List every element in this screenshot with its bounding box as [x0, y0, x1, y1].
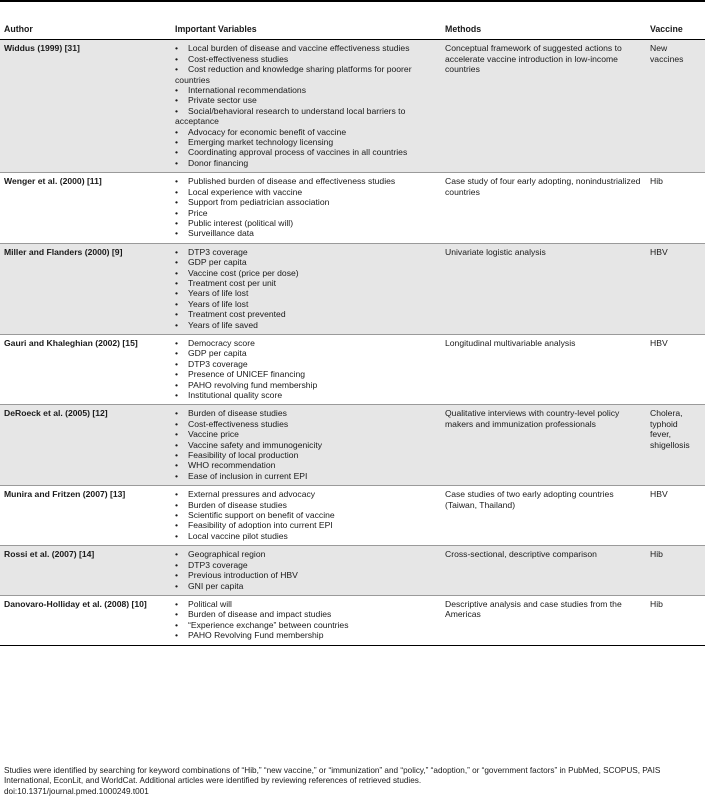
bullet-icon: • — [175, 580, 179, 591]
list-item — [175, 450, 437, 460]
bullet-icon: • — [175, 176, 179, 187]
variable-text: Institutional quality score — [188, 390, 283, 400]
list-item — [175, 348, 437, 358]
variables-cell — [171, 595, 441, 645]
variables-list — [175, 176, 437, 238]
list-item — [175, 127, 437, 137]
list-item — [175, 531, 437, 541]
list-item — [175, 64, 437, 85]
list-item — [175, 158, 437, 168]
bullet-icon: • — [175, 348, 179, 359]
bullet-icon: • — [175, 309, 179, 320]
variable-text: Support from pediatrician association — [188, 197, 330, 208]
list-item — [175, 609, 437, 619]
variable-text: GDP per capita — [188, 348, 247, 359]
list-item — [175, 408, 437, 418]
list-item — [175, 137, 437, 147]
variable-text: PAHO Revolving Fund membership — [188, 630, 324, 641]
list-item — [175, 197, 437, 207]
variable-text: Political will — [188, 598, 232, 609]
list-item — [175, 570, 437, 580]
variable-text: Years of life lost — [188, 298, 249, 309]
list-item — [175, 147, 437, 157]
author-cell: Miller and Flanders (2000) [9] — [0, 243, 171, 334]
variable-text: DTP3 coverage — [188, 559, 248, 570]
bullet-icon: • — [175, 277, 179, 288]
bullet-icon: • — [175, 319, 179, 330]
list-item — [175, 278, 437, 288]
list-item — [175, 247, 437, 257]
bullet-icon: • — [175, 450, 179, 461]
bullet-icon: • — [175, 298, 179, 309]
table-row — [0, 546, 705, 596]
variable-text: Price — [188, 207, 208, 218]
bullet-icon: • — [175, 337, 179, 348]
list-item — [175, 429, 437, 439]
variable-text: Published burden of disease and effectiveness studies — [188, 176, 396, 187]
variable-text: PAHO revolving fund membership — [188, 379, 318, 390]
variable-text: Surveillance data — [188, 228, 254, 239]
list-item — [175, 489, 437, 499]
vaccine-cell: HBV — [650, 337, 668, 348]
list-item — [175, 560, 437, 570]
variable-text: Previous introduction of HBV — [188, 570, 298, 581]
bullet-icon: • — [175, 489, 179, 500]
bullet-icon: • — [175, 228, 179, 239]
variables-cell — [171, 405, 441, 486]
list-item — [175, 43, 437, 53]
methods-cell: Cross-sectional, descriptive comparison — [441, 546, 646, 596]
bullet-icon: • — [175, 186, 179, 197]
author-cell: Widdus (1999) [31] — [0, 40, 171, 173]
bullet-icon: • — [175, 267, 179, 278]
list-item — [175, 359, 437, 369]
table-row — [0, 595, 705, 645]
column-header-methods: Methods — [441, 20, 646, 40]
bullet-icon: • — [175, 369, 179, 380]
variable-text: Burden of disease and impact studies — [188, 609, 332, 620]
variable-text: Scientific support on benefit of vaccine — [188, 510, 335, 521]
author-cell: Munira and Fritzen (2007) [13] — [4, 489, 126, 500]
list-item — [175, 599, 437, 609]
variable-text: Presence of UNICEF financing — [188, 369, 306, 380]
variables-list — [175, 43, 437, 168]
vaccine-cell: Cholera, typhoid fever, shigellosis — [646, 405, 705, 486]
variable-text: Local vaccine pilot studies — [188, 530, 288, 541]
list-item — [175, 268, 437, 278]
bullet-icon: • — [175, 429, 179, 440]
variable-text: Years of life lost — [188, 288, 249, 299]
bullet-icon: • — [175, 257, 179, 268]
list-item — [175, 106, 437, 127]
variables-cell — [171, 243, 441, 334]
footnote-text: Studies were identified by searching for keyword combinations of “Hib,” “new vaccine,” or “immunization” and “policy,” “adoption,” or “government factors” in PubMed, SCOPUS, PAIS International, EconLit, and WorldCat. Additional articles were identified by reviewing references of retrieved studies. — [4, 766, 661, 786]
bullet-icon: • — [175, 207, 179, 218]
bullet-icon: • — [175, 64, 179, 75]
variable-text: Years of life saved — [188, 319, 258, 330]
variable-text: Vaccine price — [188, 429, 239, 440]
variable-text: Social/behavioral research to understand local barriers to acceptance — [175, 105, 406, 127]
list-item — [175, 471, 437, 481]
studies-table — [0, 20, 705, 646]
list-item — [175, 549, 437, 559]
list-item — [175, 380, 437, 390]
list-item — [175, 581, 437, 591]
variable-text: GDP per capita — [188, 257, 247, 268]
variables-list — [175, 549, 437, 591]
table-footnote — [4, 766, 702, 797]
list-item — [175, 309, 437, 319]
bullet-icon: • — [175, 619, 179, 630]
list-item — [175, 630, 437, 640]
variable-text: GNI per capita — [188, 580, 244, 591]
variable-text: Burden of disease studies — [188, 499, 287, 510]
variable-text: Private sector use — [188, 95, 257, 106]
bullet-icon: • — [175, 630, 179, 641]
bullet-icon: • — [175, 598, 179, 609]
bullet-icon: • — [175, 105, 179, 116]
table-row — [0, 405, 705, 486]
bullet-icon: • — [175, 390, 179, 400]
bullet-icon: • — [175, 358, 179, 369]
bullet-icon: • — [175, 157, 179, 168]
list-item — [175, 176, 437, 186]
list-item — [175, 338, 437, 348]
list-item — [175, 440, 437, 450]
methods-cell: Case study of four early adopting, nonindustrialized countries — [445, 176, 641, 197]
bullet-icon: • — [175, 379, 179, 390]
bullet-icon: • — [175, 549, 179, 560]
methods-cell: Univariate logistic analysis — [441, 243, 646, 334]
variable-text: Treatment cost per unit — [188, 277, 277, 288]
vaccine-cell: Hib — [650, 598, 663, 609]
table-row — [0, 334, 705, 404]
variable-text: Emerging market technology licensing — [188, 137, 334, 148]
variable-text: Burden of disease studies — [188, 408, 287, 419]
list-item — [175, 218, 437, 228]
variables-cell — [171, 40, 441, 173]
author-cell: Danovaro-Holliday et al. (2008) [10] — [4, 598, 147, 609]
list-item — [175, 54, 437, 64]
vaccine-cell: Hib — [650, 176, 663, 187]
list-item — [175, 257, 437, 267]
variable-text: Cost-effectiveness studies — [188, 53, 289, 64]
list-item — [175, 288, 437, 298]
list-item — [175, 369, 437, 379]
bullet-icon: • — [175, 246, 179, 257]
variable-text: DTP3 coverage — [188, 246, 248, 257]
variable-text: Local burden of disease and vaccine effectiveness studies — [188, 43, 410, 54]
variables-cell — [171, 486, 441, 546]
top-rule — [0, 0, 705, 2]
list-item — [175, 419, 437, 429]
header-row — [0, 20, 705, 40]
bullet-icon: • — [175, 570, 179, 581]
bullet-icon: • — [175, 217, 179, 228]
bullet-icon: • — [175, 197, 179, 208]
methods-cell: Conceptual framework of suggested actions to accelerate vaccine introduction in low-income countries — [441, 40, 646, 173]
bullet-icon: • — [175, 95, 179, 106]
list-item — [175, 510, 437, 520]
bullet-icon: • — [175, 53, 179, 64]
variable-text: Vaccine safety and immunogenicity — [188, 439, 323, 450]
variables-list — [175, 338, 437, 400]
methods-cell: Longitudinal multivariable analysis — [445, 337, 576, 348]
author-cell: Rossi et al. (2007) [14] — [0, 546, 171, 596]
variables-list — [175, 247, 437, 330]
bullet-icon: • — [175, 418, 179, 429]
table-row — [0, 243, 705, 334]
bullet-icon: • — [175, 126, 179, 137]
author-cell: DeRoeck et al. (2005) [12] — [0, 405, 171, 486]
column-header-author: Author — [0, 20, 171, 40]
variables-cell — [171, 334, 441, 404]
vaccine-cell: Hib — [646, 546, 705, 596]
vaccine-cell: New vaccines — [646, 40, 705, 173]
bullet-icon: • — [175, 288, 179, 299]
bullet-icon: • — [175, 408, 179, 419]
bullet-icon: • — [175, 460, 179, 471]
vaccine-cell: HBV — [646, 243, 705, 334]
variable-text: Donor financing — [188, 157, 249, 168]
variables-cell — [171, 546, 441, 596]
list-item — [175, 320, 437, 330]
variable-text: External pressures and advocacy — [188, 489, 316, 500]
variable-text: DTP3 coverage — [188, 358, 248, 369]
bullet-icon: • — [175, 43, 179, 54]
variable-text: Local experience with vaccine — [188, 186, 303, 197]
variable-text: Democracy score — [188, 337, 255, 348]
list-item — [175, 460, 437, 470]
list-item — [175, 620, 437, 630]
variables-list — [175, 489, 437, 541]
variables-cell — [171, 173, 441, 243]
methods-cell: Descriptive analysis and case studies from the Americas — [445, 598, 622, 620]
variable-text: Treatment cost prevented — [188, 309, 286, 320]
bullet-icon: • — [175, 439, 179, 450]
column-header-vaccine: Vaccine — [646, 20, 705, 40]
list-item — [175, 95, 437, 105]
bullet-icon: • — [175, 530, 179, 541]
vaccine-cell: HBV — [650, 489, 668, 500]
bullet-icon: • — [175, 470, 179, 481]
author-cell: Wenger et al. (2000) [11] — [4, 176, 102, 187]
list-item — [175, 208, 437, 218]
list-item — [175, 390, 437, 400]
bullet-icon: • — [175, 147, 179, 158]
variable-text: Ease of inclusion in current EPI — [188, 470, 308, 481]
variables-list — [175, 408, 437, 481]
footnote-doi: doi:10.1371/journal.pmed.1000249.t001 — [4, 786, 149, 796]
variable-text: “Experience exchange” between countries — [188, 619, 349, 630]
variable-text: Cost-effectiveness studies — [188, 418, 289, 429]
variable-text: Coordinating approval process of vaccines in all countries — [188, 147, 408, 158]
list-item — [175, 85, 437, 95]
variable-text: Feasibility of local production — [188, 450, 299, 461]
variable-text: Cost reduction and knowledge sharing platforms for poorer countries — [175, 64, 412, 85]
variable-text: Geographical region — [188, 549, 266, 560]
variable-text: Advocacy for economic benefit of vaccine — [188, 126, 347, 137]
list-item — [175, 228, 437, 238]
list-item — [175, 520, 437, 530]
methods-cell: Qualitative interviews with country-level policy makers and immunization professionals — [441, 405, 646, 486]
variable-text: WHO recommendation — [188, 460, 276, 471]
bullet-icon: • — [175, 559, 179, 570]
table-row — [0, 173, 705, 243]
list-item — [175, 299, 437, 309]
column-header-variables: Important Variables — [171, 20, 441, 40]
author-cell: Gauri and Khaleghian (2002) [15] — [4, 337, 138, 348]
list-item — [175, 500, 437, 510]
variables-list — [175, 599, 437, 641]
bullet-icon: • — [175, 499, 179, 510]
variable-text: Public interest (political will) — [188, 217, 294, 228]
bullet-icon: • — [175, 510, 179, 521]
variable-text: Feasibility of adoption into current EPI — [188, 520, 333, 531]
list-item — [175, 187, 437, 197]
variable-text: International recommendations — [188, 85, 306, 96]
bullet-icon: • — [175, 85, 179, 96]
bullet-icon: • — [175, 520, 179, 531]
table-row — [0, 486, 705, 546]
variable-text: Vaccine cost (price per dose) — [188, 267, 299, 278]
methods-cell: Case studies of two early adopting countries (Taiwan, Thailand) — [445, 489, 614, 510]
table-row — [0, 40, 705, 173]
bullet-icon: • — [175, 137, 179, 148]
bullet-icon: • — [175, 609, 179, 620]
